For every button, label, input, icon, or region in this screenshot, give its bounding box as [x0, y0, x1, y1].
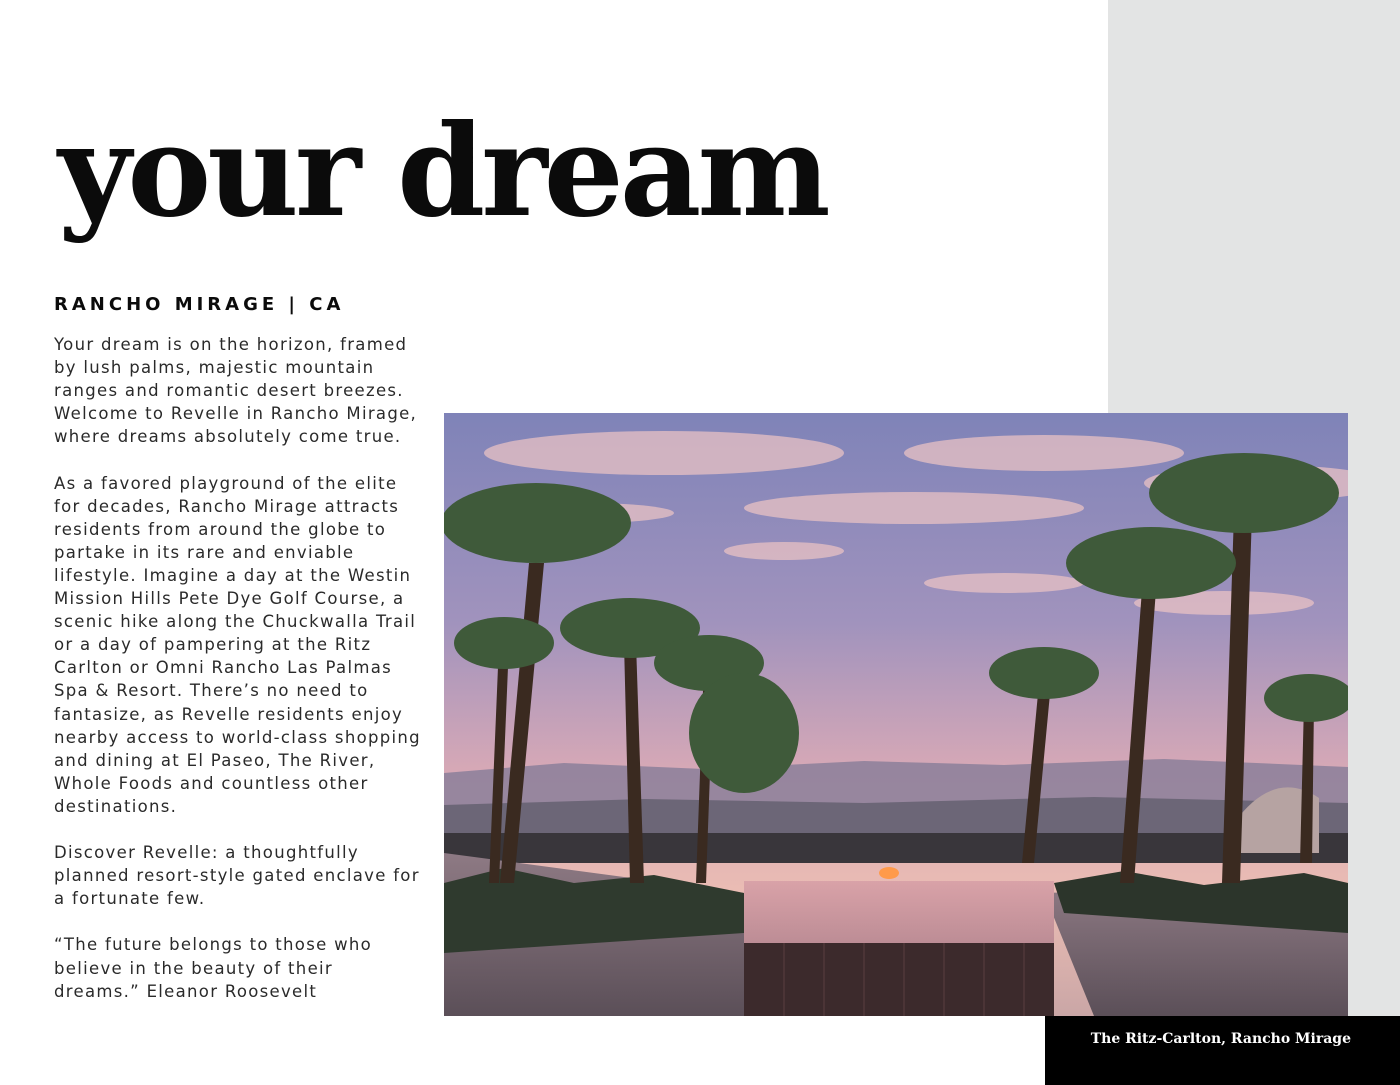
- paragraph-intro: Your dream is on the horizon, framed by lush palms, majestic mountain ranges and romantic desert breezes. Welcome to Revelle in Rancho Mirage, where dreams absolutely come true.: [54, 335, 418, 447]
- resort-photo: [444, 413, 1348, 1016]
- paragraph-quote: “The future belongs to those who believe in the beauty of their dreams.” Eleanor Roosevelt: [54, 935, 373, 1001]
- location-subtitle: RANCHO MIRAGE | CA: [54, 294, 345, 315]
- page-headline: your dream: [58, 97, 827, 245]
- caption-bar: [1045, 1016, 1400, 1085]
- photo-caption: The Ritz-Carlton, Rancho Mirage: [1090, 1031, 1351, 1047]
- paragraph-lifestyle: As a favored playground of the elite for decades, Rancho Mirage attracts residents from around the globe to partake in its rare and enviable lifestyle. Imagine a day at the Westin Mission Hills Pete Dye Golf Course, a scenic hike along the Chuckwalla Trail or a day of pampering at the Ritz Carlton or Omni Rancho Las Palmas Spa & Resort. There’s no need to fantasize, as Revelle residents enjoy nearby access to world-class shopping and dining at El Paseo, The River, Whole Foods and countless other destinations.: [54, 473, 421, 816]
- paragraph-discover: Discover Revelle: a thoughtfully planned resort-style gated enclave for a fortunate few.: [54, 843, 420, 909]
- palm-sunset-illustration: [444, 413, 1348, 1016]
- body-copy: [54, 333, 424, 1026]
